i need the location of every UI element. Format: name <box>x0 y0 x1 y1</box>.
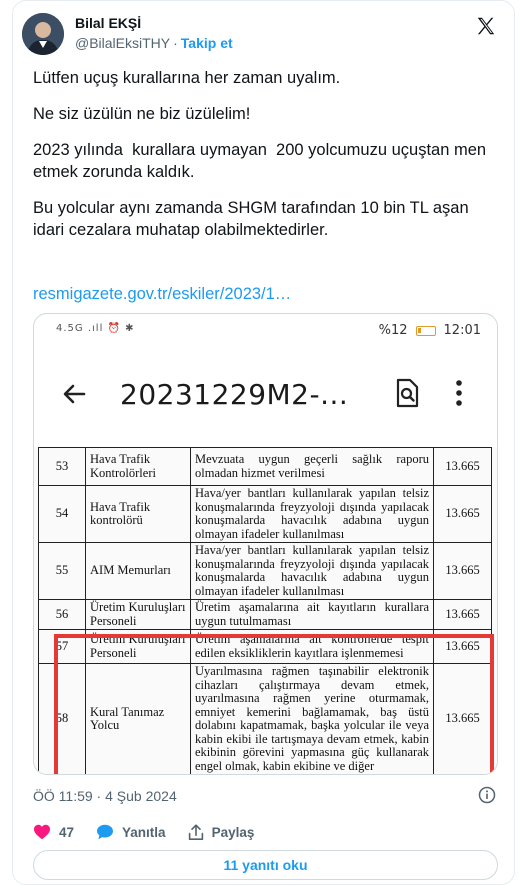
author-handle[interactable]: @BilalEksiTHY <box>75 35 171 51</box>
table-row <box>39 486 492 543</box>
share-label: Paylaş <box>211 824 255 840</box>
doc-page <box>34 447 498 775</box>
row-description: Hava/yer bantları kullanılarak yapılan telsiz konuşmalarında freyzyoloji dışında yapılacak konuşmalarda havacılık adabına uygun olmayan ifadeler kullanılması <box>191 486 434 543</box>
table-row <box>39 543 492 600</box>
row-number: 57 <box>39 630 86 664</box>
table-row <box>39 448 492 486</box>
row-title: Üretim Kuruluşları Personeli <box>86 600 191 630</box>
tweet-timestamp[interactable]: ÖÖ 11:59 · 4 Şub 2024 <box>33 788 177 804</box>
row-number: 54 <box>39 486 86 543</box>
more-options-icon[interactable] <box>454 378 464 408</box>
row-fine: 13.665 <box>434 543 492 600</box>
row-number: 53 <box>39 448 86 486</box>
table-row <box>39 630 492 664</box>
row-title: Kural Tanımaz Yolcu <box>86 664 191 775</box>
status-bar-signal: 4.5G .ıll ⏰ ✱ <box>56 323 135 334</box>
row-fine: 13.665 <box>434 448 492 486</box>
phone-status-bar <box>34 314 498 348</box>
separator: · <box>173 35 178 51</box>
info-icon[interactable] <box>478 786 496 804</box>
like-button[interactable] <box>33 824 74 840</box>
back-arrow-icon[interactable] <box>58 378 90 410</box>
row-fine: 13.665 <box>434 486 492 543</box>
row-description: Üretim aşamalarına ait kayıtların kurallara uygun tutulmaması <box>191 600 434 630</box>
battery-percent: %12 <box>378 323 408 338</box>
tweet-paragraph: Bu yolcular aynı zamanda SHGM tarafından 10 bin TL aşan idari cezalara muhatap olabilmektedirler. <box>33 199 469 239</box>
doc-toolbar <box>34 364 498 426</box>
doc-search-icon[interactable] <box>390 376 424 410</box>
tweet-link[interactable]: resmigazete.gov.tr/eskiler/2023/1… <box>33 285 292 303</box>
regulation-table <box>38 447 492 775</box>
row-title: AIM Memurları <box>86 543 191 600</box>
row-fine: 13.665 <box>434 664 492 775</box>
row-number: 55 <box>39 543 86 600</box>
row-title: Üretim Kuruluşları Personeli <box>86 630 191 664</box>
doc-title: 20231229M2-... <box>120 378 349 411</box>
tweet-paragraph: Lütfen uçuş kurallarına her zaman uyalım. <box>33 69 341 87</box>
like-count: 47 <box>59 824 75 840</box>
reply-bubble-icon <box>96 824 114 840</box>
status-time: 12:01 <box>443 323 481 338</box>
table-row <box>39 664 492 775</box>
read-replies-button[interactable]: 11 yanıtı oku <box>33 850 498 880</box>
reply-button[interactable] <box>96 824 166 840</box>
tweet-actions <box>33 822 276 842</box>
follow-button[interactable]: Takip et <box>180 35 233 51</box>
heart-icon <box>33 824 51 840</box>
tweet-media-image[interactable] <box>33 313 498 775</box>
reply-label: Yanıtla <box>122 824 166 840</box>
row-description: Uyarılmasına rağmen taşınabilir elektronik cihazları çalıştırmaya devam etmek, uyarılmasına rağmen yerine oturmamak, emniyet kemerini bağlamamak, baş üstü dolabını kapatmamak, başka yolcular ile veya kabin ekibi ile tartışmaya devam etmek, kabin ekibinin görevini yapmasına güç kullanarak engel olmak, kabin ekibine ve diğer <box>191 664 434 775</box>
author-name[interactable]: Bilal EKŞİ <box>75 15 142 31</box>
author-handle-line <box>75 35 233 51</box>
row-description: Mevzuata uygun geçerli sağlık raporu olmadan hizmet verilmesi <box>191 448 434 486</box>
battery-icon <box>416 326 436 336</box>
x-logo-icon[interactable] <box>475 15 497 37</box>
share-button[interactable] <box>188 823 255 841</box>
avatar[interactable] <box>22 13 64 55</box>
row-number: 58 <box>39 664 86 775</box>
tweet-text <box>33 67 503 241</box>
share-icon <box>188 823 204 841</box>
row-description: Hava/yer bantları kullanılarak yapılan telsiz konuşmalarında freyzyoloji dışında yapılacak konuşmalarda havacılık adabına uygun olmayan ifadeler kullanılması <box>191 543 434 600</box>
tweet-header <box>22 13 507 55</box>
row-title: Hava Trafik kontrolörü <box>86 486 191 543</box>
tweet-paragraph: Ne siz üzülün ne biz üzülelim! <box>33 105 251 123</box>
row-number: 56 <box>39 600 86 630</box>
status-bar-right <box>379 323 481 338</box>
row-description: Üretim aşamalarına ait kontrollerde tespit edilen eksikliklerin kayıtlara işlenmemesi <box>191 630 434 664</box>
table-row <box>39 600 492 630</box>
row-title: Hava Trafik Kontrolörleri <box>86 448 191 486</box>
tweet-paragraph: 2023 yılında kurallara uymayan 200 yolcumuzu uçuştan men etmek zorunda kaldık. <box>33 141 491 181</box>
row-fine: 13.665 <box>434 600 492 630</box>
row-fine: 13.665 <box>434 630 492 664</box>
